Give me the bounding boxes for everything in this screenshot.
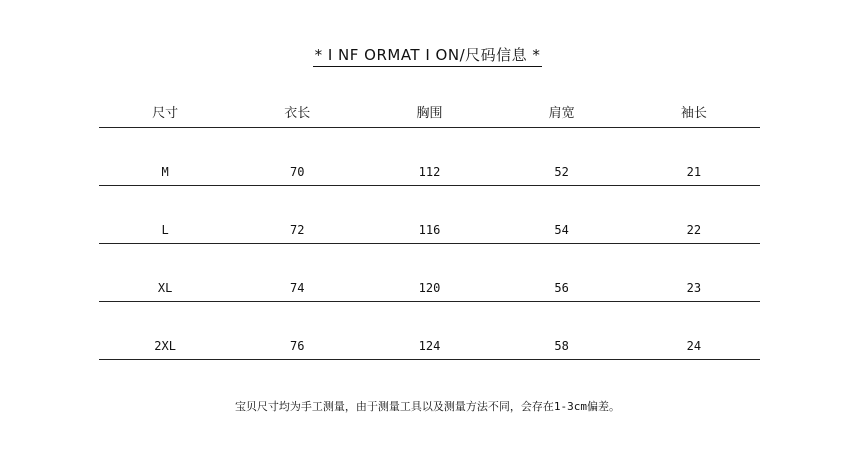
cell-size: XL <box>157 281 173 295</box>
header-shoulder: 肩宽 <box>548 106 575 121</box>
cell-chest: 112 <box>418 165 441 179</box>
cell-chest: 120 <box>418 281 441 295</box>
table-row <box>99 244 760 302</box>
cell-length: 74 <box>290 281 305 295</box>
header-length: 衣长 <box>284 106 311 121</box>
cell-sleeve: 21 <box>686 165 702 179</box>
header-chest: 胸围 <box>416 106 443 121</box>
cell-chest: 116 <box>418 223 441 237</box>
cell-size: 2XL <box>154 339 176 353</box>
cell-shoulder: 56 <box>554 281 569 295</box>
table-header-row <box>99 100 760 128</box>
table-row <box>99 186 760 244</box>
measurement-note: 宝贝尺寸均为手工测量，由于测量工具以及测量方法不同，会存在1-3cm偏差。 <box>234 400 621 413</box>
cell-length: 76 <box>290 339 305 353</box>
cell-shoulder: 54 <box>554 223 569 237</box>
cell-sleeve: 22 <box>686 223 702 237</box>
cell-shoulder: 52 <box>554 165 569 179</box>
cell-length: 70 <box>290 165 305 179</box>
cell-length: 72 <box>290 223 305 237</box>
header-sleeve: 袖长 <box>680 106 707 121</box>
cell-size: L <box>161 223 169 237</box>
header-size: 尺寸 <box>152 106 179 121</box>
cell-size: M <box>161 165 169 179</box>
size-table <box>99 100 760 360</box>
page-title <box>0 44 855 67</box>
table-row <box>99 128 760 186</box>
table-row <box>99 302 760 360</box>
cell-chest: 124 <box>418 339 441 353</box>
cell-shoulder: 58 <box>554 339 569 353</box>
cell-sleeve: 24 <box>686 339 702 353</box>
cell-sleeve: 23 <box>686 281 702 295</box>
title-text: * I NF ORMAT I ON/尺码信息 * <box>313 44 543 67</box>
